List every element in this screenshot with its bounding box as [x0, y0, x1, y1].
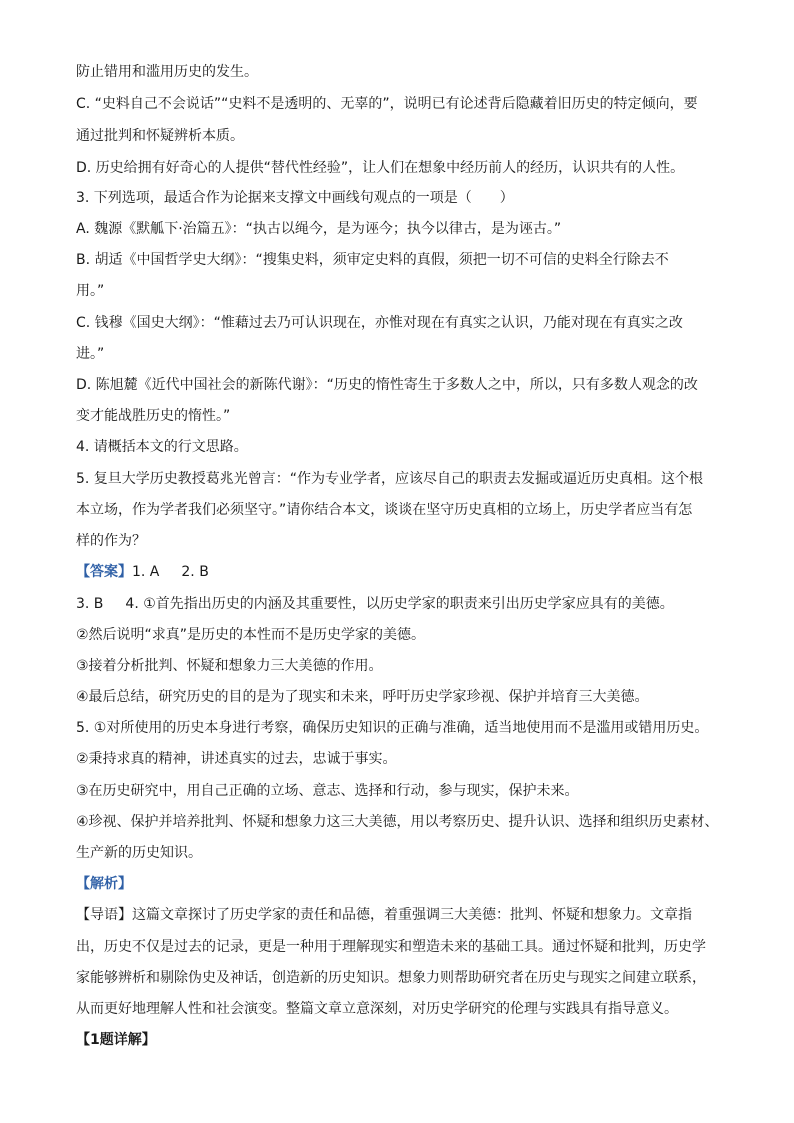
answer-4: 4. ①首先指出历史的内涵及其重要性，以历史学家的职责来引出历史学家应具有的美德。: [125, 596, 674, 612]
text-line: 样的作为？: [76, 533, 146, 549]
text-line: 用。”: [76, 283, 105, 299]
text-line: 防止错用和滥用历史的发生。: [76, 64, 258, 80]
detail-tag: 【1题详解】: [76, 1032, 156, 1048]
question-3: 3. 下列选项，最适合作为论据来支撑文中画线句观点的一项是（ ）: [76, 190, 514, 206]
answer-line: ④最后总结，研究历史的目的是为了现实和未来，呼吁历史学家珍视、保护并培育三大美德。: [76, 689, 649, 705]
answer-line: ③在历史研究中，用自己正确的立场、意志、选择和行动，参与现实，保护未来。: [76, 783, 579, 799]
answer-1: 1. A: [132, 564, 160, 580]
text-line: 进。”: [76, 346, 105, 362]
analysis-tag: 【解析】: [76, 876, 132, 892]
option-d-line: D. 历史给拥有好奇心的人提供“替代性经验”，让人们在想象中经历前人的经历，认识共有的人性。: [76, 160, 685, 176]
answer-line: ②然后说明“求真”是历史的本性而不是历史学家的美德。: [76, 627, 426, 643]
text-line: 变才能战胜历史的惰性。”: [76, 408, 231, 424]
question-4: 4. 请概括本文的行文思路。: [76, 439, 248, 455]
guide-line: 出，历史不仅是过去的记录，更是一种用于理解现实和塑造未来的基础工具。通过怀疑和批判，历史学: [76, 939, 706, 955]
option-c-line: C. “史料自己不会说话”“史料不是透明的、无辜的”，说明已有论述背后隐藏着旧历史的特定倾向，要: [76, 96, 698, 112]
option-d: D. 陈旭麓《近代中国社会的新陈代谢》：“历史的惰性寄生于多数人之中，所以，只有多数人观念的改: [76, 377, 698, 393]
option-b: B. 胡适《中国哲学史大纲》：“搜集史料，须审定史料的真假，须把一切不可信的史料全行除去不: [76, 252, 669, 268]
option-c: C. 钱穆《国史大纲》：“惟藉过去乃可认识现在，亦惟对现在有真实之认识，乃能对现在有真实之改: [76, 315, 683, 331]
guide-line: 【导语】这篇文章探讨了历史学家的责任和品德，着重强调三大美德：批判、怀疑和想象力。文章指: [76, 907, 692, 923]
answer-line: ③接着分析批判、怀疑和想象力三大美德的作用。: [76, 658, 383, 674]
guide-line: 家能够辨析和剔除伪史及神话，创造新的历史知识。想象力则帮助研究者在历史与现实之间建立联系，: [76, 970, 706, 986]
answer-line: ④珍视、保护并培养批判、怀疑和想象力这三大美德，用以考察历史、提升认识、选择和组织历史素材、: [76, 814, 719, 830]
answer-3: 3. B: [76, 596, 104, 612]
answer-line: 5. ①对所使用的历史本身进行考察，确保历史知识的正确与准确，适当地使用而不是滥用或错用历史。: [76, 720, 709, 736]
answer-line: [76, 562, 209, 582]
answer-line: ②秉持求真的精神，讲述真实的过去，忠诚于事实。: [76, 751, 397, 767]
guide-line: 从而更好地理解人性和社会演变。整篇文章立意深刻，对历史学研究的伦理与实践具有指导意义。: [76, 1001, 678, 1017]
option-a: A. 魏源《默觚下·治篇五》：“执古以绳今，是为诬今；执今以律古，是为诬古。”: [76, 221, 562, 237]
text-line: 本立场，作为学者我们必须坚守。”请你结合本文，谈谈在坚守历史真相的立场上，历史学者应当有怎: [76, 502, 693, 518]
answer-line: [76, 594, 674, 614]
answer-tag: 【答案】: [76, 564, 132, 580]
question-5: 5. 复旦大学历史教授葛兆光曾言：“作为专业学者，应该尽自己的职责去发掘或逼近历史真相。这个根: [76, 471, 704, 487]
text-line: 通过批判和怀疑辨析本质。: [76, 128, 244, 144]
answer-2: 2. B: [181, 564, 209, 580]
answer-line: 生产新的历史知识。: [76, 845, 202, 861]
